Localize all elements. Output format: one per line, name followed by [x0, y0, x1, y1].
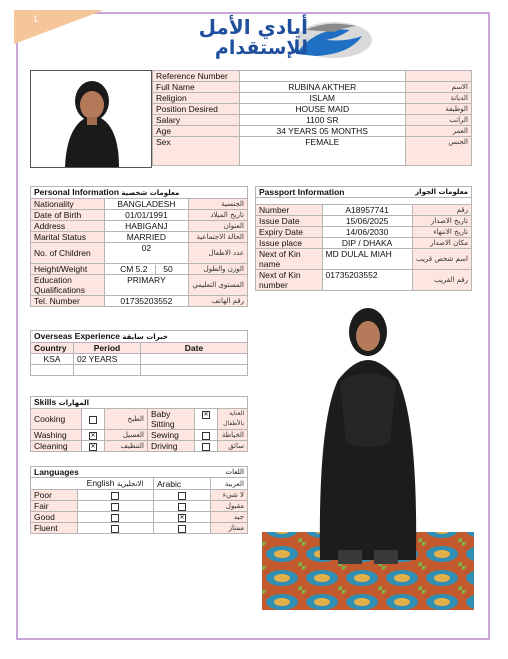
row-label-ar: العنوان — [189, 221, 248, 232]
kin-number-value: 01735203552 — [322, 270, 412, 291]
table-row — [31, 354, 248, 365]
section-title: Skills — [34, 397, 57, 407]
baby-sitting-checkbox[interactable]: ✕ — [195, 409, 218, 430]
table-row — [31, 512, 248, 523]
skill-label-ar: التنظيف — [105, 441, 148, 452]
row-label: Education Qualifications — [31, 275, 105, 296]
row-label: Religion — [153, 93, 240, 104]
table-row — [31, 296, 248, 307]
row-label-ar: الحالة الاجتماعية — [189, 232, 248, 243]
nationality-value: BANGLADESH — [104, 199, 189, 210]
column-header: Date — [141, 343, 248, 354]
level-label: Poor — [31, 490, 78, 501]
row-label: Issue place — [256, 238, 323, 249]
date-cell — [141, 365, 248, 376]
table-row — [256, 216, 472, 227]
english-heading — [77, 478, 154, 490]
arabic-good-checkbox[interactable]: ✕ — [154, 512, 211, 523]
row-label-ar: العمر — [405, 126, 471, 137]
sewing-checkbox[interactable] — [195, 430, 218, 441]
row-label: Reference Number — [153, 71, 240, 82]
table-row — [153, 71, 472, 82]
section-title: Overseas Experience — [34, 331, 121, 341]
row-label-ar: المستوى التعليمي — [189, 275, 248, 296]
issue-date-value: 15/06/2025 — [322, 216, 412, 227]
education-value: PRIMARY — [104, 275, 189, 296]
english-fluent-checkbox[interactable] — [77, 523, 154, 534]
personal-info-table — [30, 186, 248, 307]
section-title-ar: خبرات سابقة — [122, 333, 168, 341]
passport-info-table — [255, 186, 472, 291]
row-label: Issue Date — [256, 216, 323, 227]
period-cell — [74, 365, 141, 376]
skill-label: Driving — [148, 441, 195, 452]
section-title-ar: معلومات شخصية — [121, 189, 180, 197]
skill-label-ar: الطبخ — [105, 409, 148, 430]
row-label: Next of Kin number — [256, 270, 323, 291]
table-row — [31, 199, 248, 210]
table-row — [256, 227, 472, 238]
section-title-ar: اللغات — [154, 467, 248, 478]
dob-value: 01/01/1991 — [104, 210, 189, 221]
row-label: Address — [31, 221, 105, 232]
children-value: 02 — [104, 243, 189, 264]
level-label-ar: جيد — [211, 512, 248, 523]
row-label-ar: رقم الهاتف — [189, 296, 248, 307]
row-label-ar: رقم — [412, 205, 471, 216]
date-cell — [141, 354, 248, 365]
skills-heading — [31, 397, 248, 409]
section-title: Passport Information — [256, 187, 413, 198]
driving-checkbox[interactable] — [195, 441, 218, 452]
table-row — [31, 232, 248, 243]
age-value: 34 YEARS 05 MONTHS — [239, 126, 405, 137]
row-label: Next of Kin name — [256, 249, 323, 270]
column-header: Country — [31, 343, 74, 354]
table-row — [31, 365, 248, 376]
position-value: HOUSE MAID — [239, 104, 405, 115]
table-row — [31, 221, 248, 232]
row-label: Expiry Date — [256, 227, 323, 238]
english-label: English — [86, 478, 115, 488]
row-label-ar: الراتب — [405, 115, 471, 126]
row-label: Position Desired — [153, 104, 240, 115]
english-poor-checkbox[interactable] — [77, 490, 154, 501]
table-row — [31, 264, 248, 275]
row-label: Marital Status — [31, 232, 105, 243]
table-row — [256, 238, 472, 249]
height-value: CM 5.2 — [120, 264, 148, 274]
row-label-ar: تاريخ الميلاد — [189, 210, 248, 221]
table-row — [153, 93, 472, 104]
kin-name-value: MD DULAL MIAH — [322, 249, 412, 270]
level-label-ar: ممتاز — [211, 523, 248, 534]
issue-place-value: DIP / DHAKA — [322, 238, 412, 249]
logo-text-line1: أيادي الأمل — [198, 15, 308, 39]
skill-label: Cleaning — [31, 441, 82, 452]
table-row — [31, 275, 248, 296]
table-row — [31, 441, 248, 452]
table-row — [153, 82, 472, 93]
full-body-photo — [262, 302, 474, 610]
washing-checkbox[interactable]: ✕ — [82, 430, 105, 441]
section-title-ar: المهارات — [58, 399, 90, 407]
row-label-ar: الاسم — [405, 82, 471, 93]
skill-label: Cooking — [31, 409, 82, 430]
row-label: Tel. Number — [31, 296, 105, 307]
skills-table — [30, 396, 248, 452]
row-label-ar: الديانة — [405, 93, 471, 104]
skill-label: Sewing — [148, 430, 195, 441]
row-label-ar: الوزن والطول — [189, 264, 248, 275]
row-label-ar — [405, 71, 471, 82]
row-label: Full Name — [153, 82, 240, 93]
skill-label-ar: العناية بالأطفال — [218, 409, 248, 430]
table-row — [31, 430, 248, 441]
corner-decoration — [14, 10, 104, 44]
table-row — [31, 501, 248, 512]
page-number: 1 — [33, 14, 39, 24]
english-label-ar: الانجليزية — [116, 480, 144, 488]
expiry-date-value: 14/06/2030 — [322, 227, 412, 238]
portrait-photo — [30, 70, 152, 168]
level-label-ar: مقبول — [211, 501, 248, 512]
weight-value: 50 — [163, 264, 173, 274]
row-label: Salary — [153, 115, 240, 126]
row-label-ar: تاريخ الانتهاء — [412, 227, 471, 238]
column-header: Period — [74, 343, 141, 354]
table-row — [31, 210, 248, 221]
row-label: Date of Birth — [31, 210, 105, 221]
level-label: Good — [31, 512, 78, 523]
row-label-ar: الجنسية — [189, 199, 248, 210]
skill-label-ar: سائق — [218, 441, 248, 452]
skill-label-ar: الخياطة — [218, 430, 248, 441]
cleaning-checkbox[interactable]: ✕ — [82, 441, 105, 452]
row-label-ar: عدد الاطفال — [189, 243, 248, 264]
level-label-ar: لا شيء — [211, 490, 248, 501]
passport-number-value: A18957741 — [322, 205, 412, 216]
arabic-label-ar: العربية — [211, 478, 248, 490]
row-label: Number — [256, 205, 323, 216]
section-title: Languages — [31, 467, 154, 478]
level-label: Fluent — [31, 523, 78, 534]
marital-value: MARRIED — [104, 232, 189, 243]
religion-value: ISLAM — [239, 93, 405, 104]
sex-value: FEMALE — [239, 137, 405, 166]
row-label: Nationality — [31, 199, 105, 210]
overseas-heading — [31, 331, 248, 343]
skill-label: Baby Sitting — [148, 409, 195, 430]
row-label-ar: اسم شخص قريب — [412, 249, 471, 270]
height-weight-value — [104, 264, 189, 275]
table-row — [153, 104, 472, 115]
section-title: Personal Information — [34, 187, 120, 197]
table-row — [31, 409, 248, 430]
table-row — [153, 115, 472, 126]
skill-label-ar: الغسيل — [105, 430, 148, 441]
row-label: Age — [153, 126, 240, 137]
english-good-checkbox[interactable] — [77, 512, 154, 523]
row-label: Height/Weight — [31, 264, 105, 275]
reference-number-value — [239, 71, 405, 82]
country-cell: KSA — [31, 354, 74, 365]
arabic-fluent-checkbox[interactable] — [154, 523, 211, 534]
table-row — [153, 137, 472, 166]
skill-label: Washing — [31, 430, 82, 441]
period-cell: 02 YEARS — [74, 354, 141, 365]
languages-table — [30, 466, 248, 534]
country-cell — [31, 365, 74, 376]
arabic-label: Arabic — [154, 478, 211, 490]
table-row — [31, 243, 248, 264]
english-fair-checkbox[interactable] — [77, 501, 154, 512]
full-name-value: RUBINA AKTHER — [239, 82, 405, 93]
row-label-ar: الوظيفة — [405, 104, 471, 115]
row-label-ar: الجنس — [405, 137, 471, 166]
table-row — [256, 205, 472, 216]
logo-text-line2: للإستقدام — [214, 37, 308, 59]
address-value: HABIGANJ — [104, 221, 189, 232]
table-row — [256, 249, 472, 270]
salary-value: 1100 SR — [239, 115, 405, 126]
arabic-poor-checkbox[interactable] — [154, 490, 211, 501]
arabic-fair-checkbox[interactable] — [154, 501, 211, 512]
cooking-checkbox[interactable] — [82, 409, 105, 430]
row-label-ar: تاريخ الاصدار — [412, 216, 471, 227]
section-title-ar: معلومات الجواز — [412, 187, 471, 198]
personal-info-heading — [31, 187, 248, 199]
row-label-ar: رقم القريب — [412, 270, 471, 291]
table-row — [31, 523, 248, 534]
table-row — [153, 126, 472, 137]
tel-value: 01735203552 — [104, 296, 189, 307]
row-label: No. of Children — [31, 243, 105, 264]
row-label-ar: مكان الاصدار — [412, 238, 471, 249]
row-label: Sex — [153, 137, 240, 166]
table-row — [31, 490, 248, 501]
overseas-experience-table — [30, 330, 248, 376]
level-label: Fair — [31, 501, 78, 512]
reference-table — [152, 70, 472, 166]
table-row — [256, 270, 472, 291]
